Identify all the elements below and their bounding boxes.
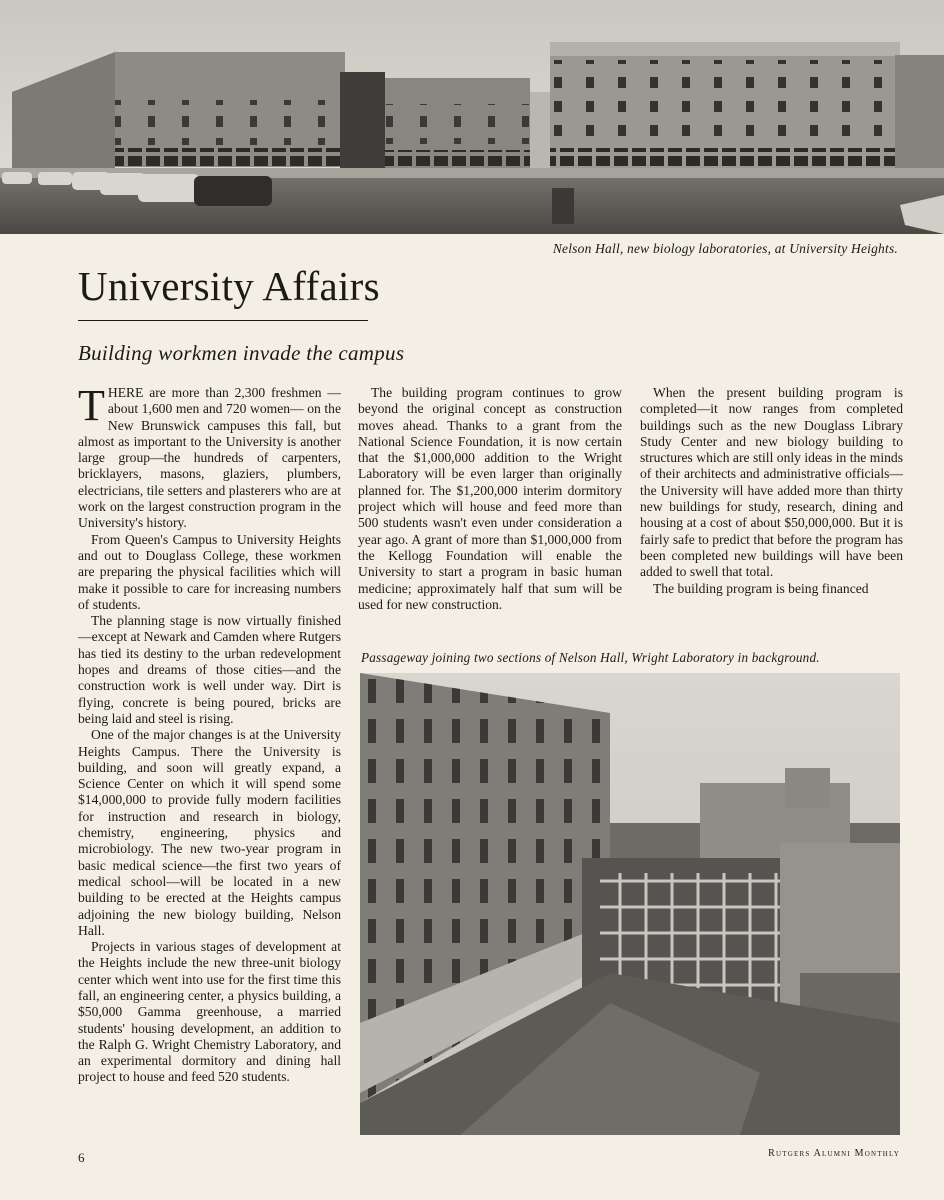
publication-name: Rutgers Alumni Monthly [768, 1148, 900, 1159]
article-subhead: Building workmen invade the campus [78, 341, 405, 365]
article-paragraph: The building program is being financed [653, 580, 869, 596]
article-paragraph: When the present building program is completed—it now ranges from completed buildings such as the new Douglass Library Study Center and new biology building to structures which are still only ideas in the minds of their architects and administrative officials—the University will have added more than thirty new buildings for study, research, dining and housing at a cost of about $50,000,000. But it is fairly safe to predict that before the program has been completed new buildings will have been added to swell that total. [640, 385, 903, 580]
article-column-2 [358, 385, 622, 613]
article-paragraph: One of the major changes is at the University Heights Campus. There the University is building, and soon will greatly expand, a Science Center on which it will spend some $14,000,000 to provide fully modern facilities for instruction and research in biology, chemistry, engineering, physics and microbiology. The new two-year program in basic medical science—the first two years of medical school—will be located in a new building to be erected at the Heights campus adjoining the new biology building, Nelson Hall. [78, 727, 341, 938]
article-column-1 [78, 381, 341, 1086]
article-paragraph: The building program continues to grow beyond the original concept as construction moves ahead. Thanks to a grant from the National Science Foundation, it is now certain that the $1,000,000 addition to the Wright Laboratory will be even larger than originally planned for. The $1,200,000 interim dormitory project which will house and feed more than 500 students wasn't even under consideration a year ago. A grant of more than $1,000,000 from the Kellogg Foundation will enable the University to start a program in basic human medicine; approximately half that sum will be used for new construction. [358, 385, 622, 612]
passageway-photo-caption: Passageway joining two sections of Nelson Hall, Wright Laboratory in background. [361, 650, 820, 665]
article-paragraph: THERE are more than 2,300 freshmen —about 1,600 men and 720 women— on the New Brunswick campuses this fall, but almost as important to the University is another large group—the hundreds of carpenters, bricklayers, masons, glaziers, plumbers, electricians, tile setters and plasterers who are at work on the largest construction program in the University's history. [78, 381, 341, 531]
article-column-3 [640, 385, 903, 597]
page-title: University Affairs [78, 263, 380, 309]
article-paragraph: Projects in various stages of development at the Heights include the new three-unit biology center which went into use for the first time this fall, an engineering center, a physics building, a $50,000 Gamma greenhouse, a married students' housing development, an addition to the Ralph G. Wright Chemistry Laboratory, and an experimental dormitory and dining hall project to house and feed 520 students. [78, 939, 341, 1085]
nelson-hall-photo [0, 0, 944, 234]
passageway-photo [360, 673, 900, 1135]
title-rule [78, 320, 368, 321]
article-paragraph: From Queen's Campus to University Heights and out to Douglass College, these workmen are preparing the physical facilities which will make it possible to care for increasing numbers of students. [78, 531, 341, 612]
top-photo-caption: Nelson Hall, new biology laboratories, at University Heights. [552, 241, 898, 256]
article-paragraph: The planning stage is now virtually finished—except at Newark and Camden where Rutgers has tied its destiny to the urban redevelopment hopes and dreams of those cities—and the construction work is well under way. Dirt is flying, concrete is being poured, bricks are being laid and steel is rising. [78, 613, 341, 726]
page-number: 6 [78, 1150, 85, 1165]
drop-cap: T [78, 381, 105, 430]
